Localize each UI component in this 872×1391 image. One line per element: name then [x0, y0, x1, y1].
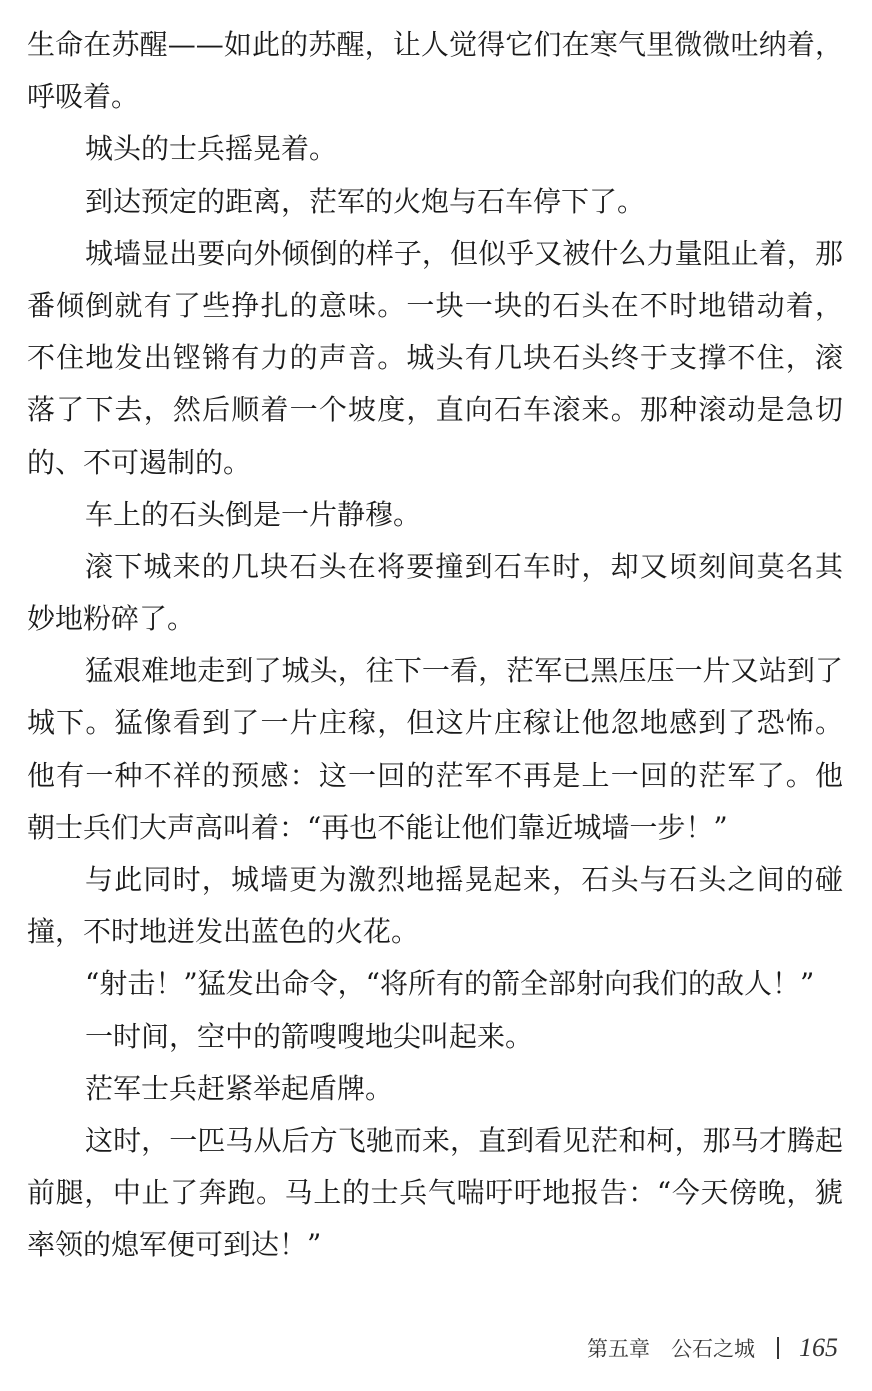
paragraph [27, 854, 843, 958]
text-line: 与此同时，城墙更为激烈地摇晃起来，石头与石头之间的碰 [85, 863, 843, 896]
text-line: 撞，不时地迸发出蓝色的火花。 [27, 915, 420, 949]
paragraph [27, 228, 843, 489]
paragraph [27, 645, 843, 854]
text-line: 城头的士兵摇晃着。 [85, 132, 338, 166]
paragraph [27, 123, 843, 175]
text-line: 滚下城来的几块石头在将要撞到石车时，却又顷刻间莫名其 [85, 549, 843, 583]
paragraph [27, 19, 843, 123]
text-line: 呼吸着。 [27, 80, 140, 114]
paragraph [27, 1063, 843, 1115]
text-line: 猛艰难地走到了城头，往下一看，茫军已黑压压一片又站到了 [85, 654, 843, 688]
text-line: 这时，一匹马从后方飞驰而来，直到看见茫和柯，那马才腾起 [85, 1123, 843, 1157]
text-line: 的、不可遏制的。 [27, 445, 252, 479]
text-line: 不住地发出铿锵有力的声音。城头有几块石头终于支撑不住，滚 [27, 341, 843, 375]
paragraph [27, 541, 843, 645]
paragraph [27, 1115, 843, 1272]
body-text [27, 19, 843, 1272]
text-line: 到达预定的距离，茫军的火炮与石车停下了。 [85, 184, 646, 218]
text-line: 落了下去，然后顺着一个坡度，直向石车滚来。那种滚动是急切 [27, 393, 843, 427]
paragraph [27, 489, 843, 541]
text-line: 率领的熄军便可到达！” [27, 1228, 322, 1262]
chapter-title: 第五章 公石之城 [587, 1337, 755, 1361]
text-line: 他有一种不祥的预感：这一回的茫军不再是上一回的茫军了。他 [27, 758, 843, 792]
text-line: 车上的石头倒是一片静穆。 [85, 497, 422, 531]
text-line: 城墙显出要向外倾倒的样子，但似乎又被什么力量阻止着，那 [85, 236, 843, 270]
text-line: 一时间，空中的箭嗖嗖地尖叫起来。 [85, 1019, 534, 1053]
page-number: 165 [799, 1333, 838, 1362]
text-line: “射击！”猛发出命令，“将所有的箭全部射向我们的敌人！” [85, 967, 815, 1001]
text-line: 茫军士兵赶紧举起盾牌。 [85, 1071, 394, 1105]
text-line: 妙地粉碎了。 [27, 602, 196, 636]
text-line: 朝士兵们大声高叫着：“再也不能让他们靠近城墙一步！” [27, 810, 728, 844]
paragraph [27, 1011, 843, 1063]
text-line: 城下。猛像看到了一片庄稼，但这片庄稼让他忽地感到了恐怖。 [27, 706, 843, 740]
page-footer [587, 1333, 838, 1363]
paragraph [27, 176, 843, 228]
text-line: 前腿，中止了奔跑。马上的士兵气喘吁吁地报告：“今天傍晚，猇 [27, 1176, 843, 1210]
paragraph [27, 958, 843, 1010]
text-line: 生命在苏醒——如此的苏醒，让人觉得它们在寒气里微微吐纳着， [27, 28, 843, 61]
text-line: 番倾倒就有了些挣扎的意味。一块一块的石头在不时地错动着， [27, 288, 843, 322]
footer-divider [777, 1337, 779, 1359]
